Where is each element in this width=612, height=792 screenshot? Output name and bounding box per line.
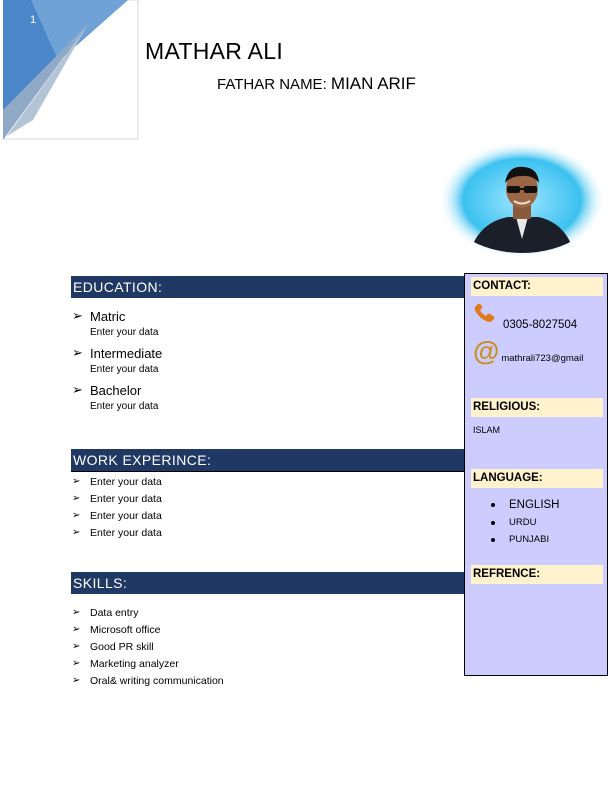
contact-heading: CONTACT:	[471, 277, 603, 296]
education-item	[72, 343, 162, 380]
language-text: ENGLISH	[509, 498, 560, 511]
father-name-line	[217, 74, 416, 94]
bullet-icon	[491, 538, 495, 542]
arrow-bullet-icon: ➢	[72, 607, 81, 618]
language-list	[491, 495, 560, 548]
education-title: Bachelor	[90, 382, 142, 398]
work-item-text: Enter your data	[90, 509, 162, 522]
phone-row	[473, 304, 577, 329]
language-heading: LANGUAGE:	[471, 469, 603, 488]
arrow-bullet-icon: ➢	[72, 658, 81, 669]
education-detail: Enter your data	[90, 327, 159, 338]
list-item	[72, 638, 224, 655]
work-item-text: Enter your data	[90, 526, 162, 539]
education-heading: EDUCATION:	[71, 276, 465, 298]
skill-text: Microsoft office	[90, 623, 161, 636]
profile-photo	[438, 141, 606, 259]
skill-text: Good PR skill	[90, 640, 154, 653]
corner-decoration	[3, 0, 139, 140]
work-item-text: Enter your data	[90, 475, 162, 488]
education-title: Intermediate	[90, 345, 163, 361]
page-number: 1	[30, 14, 37, 26]
list-item	[72, 524, 162, 541]
bullet-icon	[491, 503, 495, 507]
bullet-icon	[491, 521, 495, 525]
list-item	[491, 531, 560, 548]
skill-text: Marketing analyzer	[90, 657, 179, 670]
list-item	[72, 490, 162, 507]
language-text: PUNJABI	[509, 534, 550, 545]
list-item	[491, 514, 560, 531]
email-address: mathrali723@gmail	[501, 353, 584, 364]
sidebar-panel	[464, 273, 608, 676]
work-experience-heading: WORK EXPERINCE:	[71, 449, 465, 471]
skill-text: Oral& writing communication	[90, 674, 224, 687]
arrow-bullet-icon: ➢	[72, 641, 81, 652]
arrow-bullet-icon: ➢	[72, 493, 81, 504]
candidate-name: MATHAR ALI	[145, 38, 284, 64]
arrow-bullet-icon: ➢	[72, 675, 81, 686]
education-item	[72, 380, 162, 417]
father-name-label: FATHAR NAME:	[217, 76, 327, 93]
religious-heading: RELIGIOUS:	[471, 398, 603, 417]
arrow-bullet-icon: ➢	[72, 476, 81, 487]
skills-heading: SKILLS:	[71, 572, 465, 594]
email-row	[473, 338, 583, 364]
phone-icon	[473, 304, 499, 329]
work-experience-list	[72, 473, 162, 541]
arrow-bullet-icon: ➢	[72, 510, 81, 521]
arrow-bullet-icon: ➢	[72, 624, 81, 635]
education-title: Matric	[90, 308, 126, 324]
list-item	[72, 507, 162, 524]
education-item	[72, 306, 162, 343]
divider	[71, 471, 465, 472]
father-name-value: MIAN ARIF	[330, 74, 416, 93]
list-item	[72, 604, 224, 621]
education-list	[72, 306, 162, 417]
list-item	[72, 621, 224, 638]
list-item	[72, 672, 224, 689]
arrow-bullet-icon: ➢	[72, 382, 83, 397]
phone-number: 0305-8027504	[503, 319, 578, 331]
religion-value: ISLAM	[473, 425, 501, 435]
arrow-bullet-icon: ➢	[72, 527, 81, 538]
skills-list	[72, 604, 224, 689]
skill-text: Data entry	[90, 606, 139, 619]
list-item	[491, 495, 560, 514]
list-item	[72, 655, 224, 672]
arrow-bullet-icon: ➢	[72, 345, 83, 360]
education-detail: Enter your data	[90, 401, 159, 412]
list-item	[72, 473, 162, 490]
arrow-bullet-icon: ➢	[72, 308, 83, 323]
reference-heading: REFRENCE:	[471, 565, 603, 584]
language-text: URDU	[509, 517, 537, 528]
education-detail: Enter your data	[90, 364, 159, 375]
at-sign-icon: @	[473, 336, 500, 366]
work-item-text: Enter your data	[90, 492, 162, 505]
